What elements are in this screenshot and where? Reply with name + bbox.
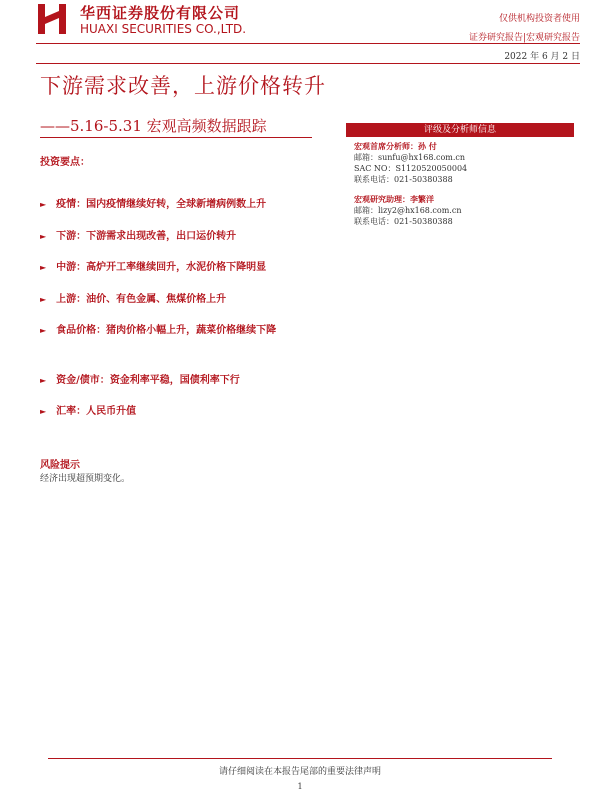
list-item	[40, 322, 328, 339]
footer-divider	[48, 758, 552, 759]
assistant-name: 李繁洋	[410, 194, 434, 204]
report-title: 下游需求改善，上游价格转升	[40, 74, 326, 98]
report-date: 2022 年 6 月 2 日	[504, 52, 580, 62]
bullet-arrow-icon: ►	[40, 376, 47, 385]
point-text: 国内疫情继续好转，全球新增病例数上升	[86, 199, 267, 210]
assistant-phone: 联系电话：021-50380388	[354, 217, 453, 226]
report-type: 证券研究报告|宏观研究报告	[468, 33, 580, 43]
point-text: 下游需求出现改善，出口运价转升	[86, 231, 237, 242]
header-divider-2	[36, 63, 580, 64]
assistant-role: 宏观研究助理：	[354, 194, 410, 204]
list-item	[40, 228, 328, 245]
company-logo	[36, 2, 276, 38]
point-text: 高炉开工率继续回升，水泥价格下降明显	[86, 262, 267, 273]
huaxi-logo-icon	[36, 2, 68, 36]
point-label: 上游：	[56, 294, 87, 305]
analyst-info-box	[346, 123, 574, 240]
subtitle-underline	[40, 137, 312, 138]
chief-sac: SAC NO：S1120520050004	[354, 164, 468, 173]
point-label: 资金/债市：	[56, 375, 110, 386]
bullet-arrow-icon: ►	[40, 326, 47, 335]
page-number: 1	[297, 782, 303, 791]
point-label: 下游：	[56, 231, 87, 242]
investment-points-heading: 投资要点：	[40, 157, 90, 168]
list-item	[40, 291, 328, 308]
company-name-en: HUAXI SECURITIES CO.,LTD.	[80, 22, 247, 36]
assistant-email: 邮箱：lizy2@hx168.com.cn	[354, 206, 462, 215]
chief-analyst-line	[354, 141, 566, 152]
audience-note: 仅供机构投资者使用	[498, 14, 580, 24]
risk-heading: 风险提示	[40, 460, 80, 471]
analyst-box-title: 评级及分析师信息	[346, 123, 574, 137]
point-text: 油价、有色金属、焦煤价格上升	[86, 294, 227, 305]
bullet-arrow-icon: ►	[40, 407, 47, 416]
chief-email: 邮箱：sunfu@hx168.com.cn	[354, 153, 466, 162]
point-text: 资金利率平稳，国债利率下行	[109, 375, 240, 386]
report-subtitle: ——5.16-5.31 宏观高频数据跟踪	[40, 117, 267, 135]
bullet-arrow-icon: ►	[40, 263, 47, 272]
header-divider	[36, 43, 580, 44]
risk-text: 经济出现超预期变化。	[40, 474, 131, 484]
point-label: 疫情：	[56, 199, 87, 210]
bullet-arrow-icon: ►	[40, 295, 47, 304]
chief-role: 宏观首席分析师：	[354, 141, 418, 151]
chief-name: 孙 付	[418, 141, 437, 151]
list-item	[40, 259, 328, 276]
point-text: 人民币升值	[86, 406, 137, 417]
point-label: 食品价格：	[56, 325, 107, 336]
company-name-cn: 华西证券股份有限公司	[80, 4, 241, 22]
list-item	[40, 196, 328, 213]
bullet-arrow-icon: ►	[40, 232, 47, 241]
bullet-arrow-icon: ►	[40, 200, 47, 209]
chief-phone: 联系电话：021-50380388	[354, 175, 453, 184]
legal-disclaimer: 请仔细阅读在本报告尾部的重要法律声明	[218, 767, 381, 777]
point-text: 猪肉价格小幅上升，蔬菜价格继续下降	[106, 325, 277, 336]
point-label: 汇率：	[56, 406, 87, 417]
list-item	[40, 372, 328, 389]
list-item	[40, 403, 328, 420]
point-label: 中游：	[56, 262, 87, 273]
assistant-line	[354, 194, 566, 205]
